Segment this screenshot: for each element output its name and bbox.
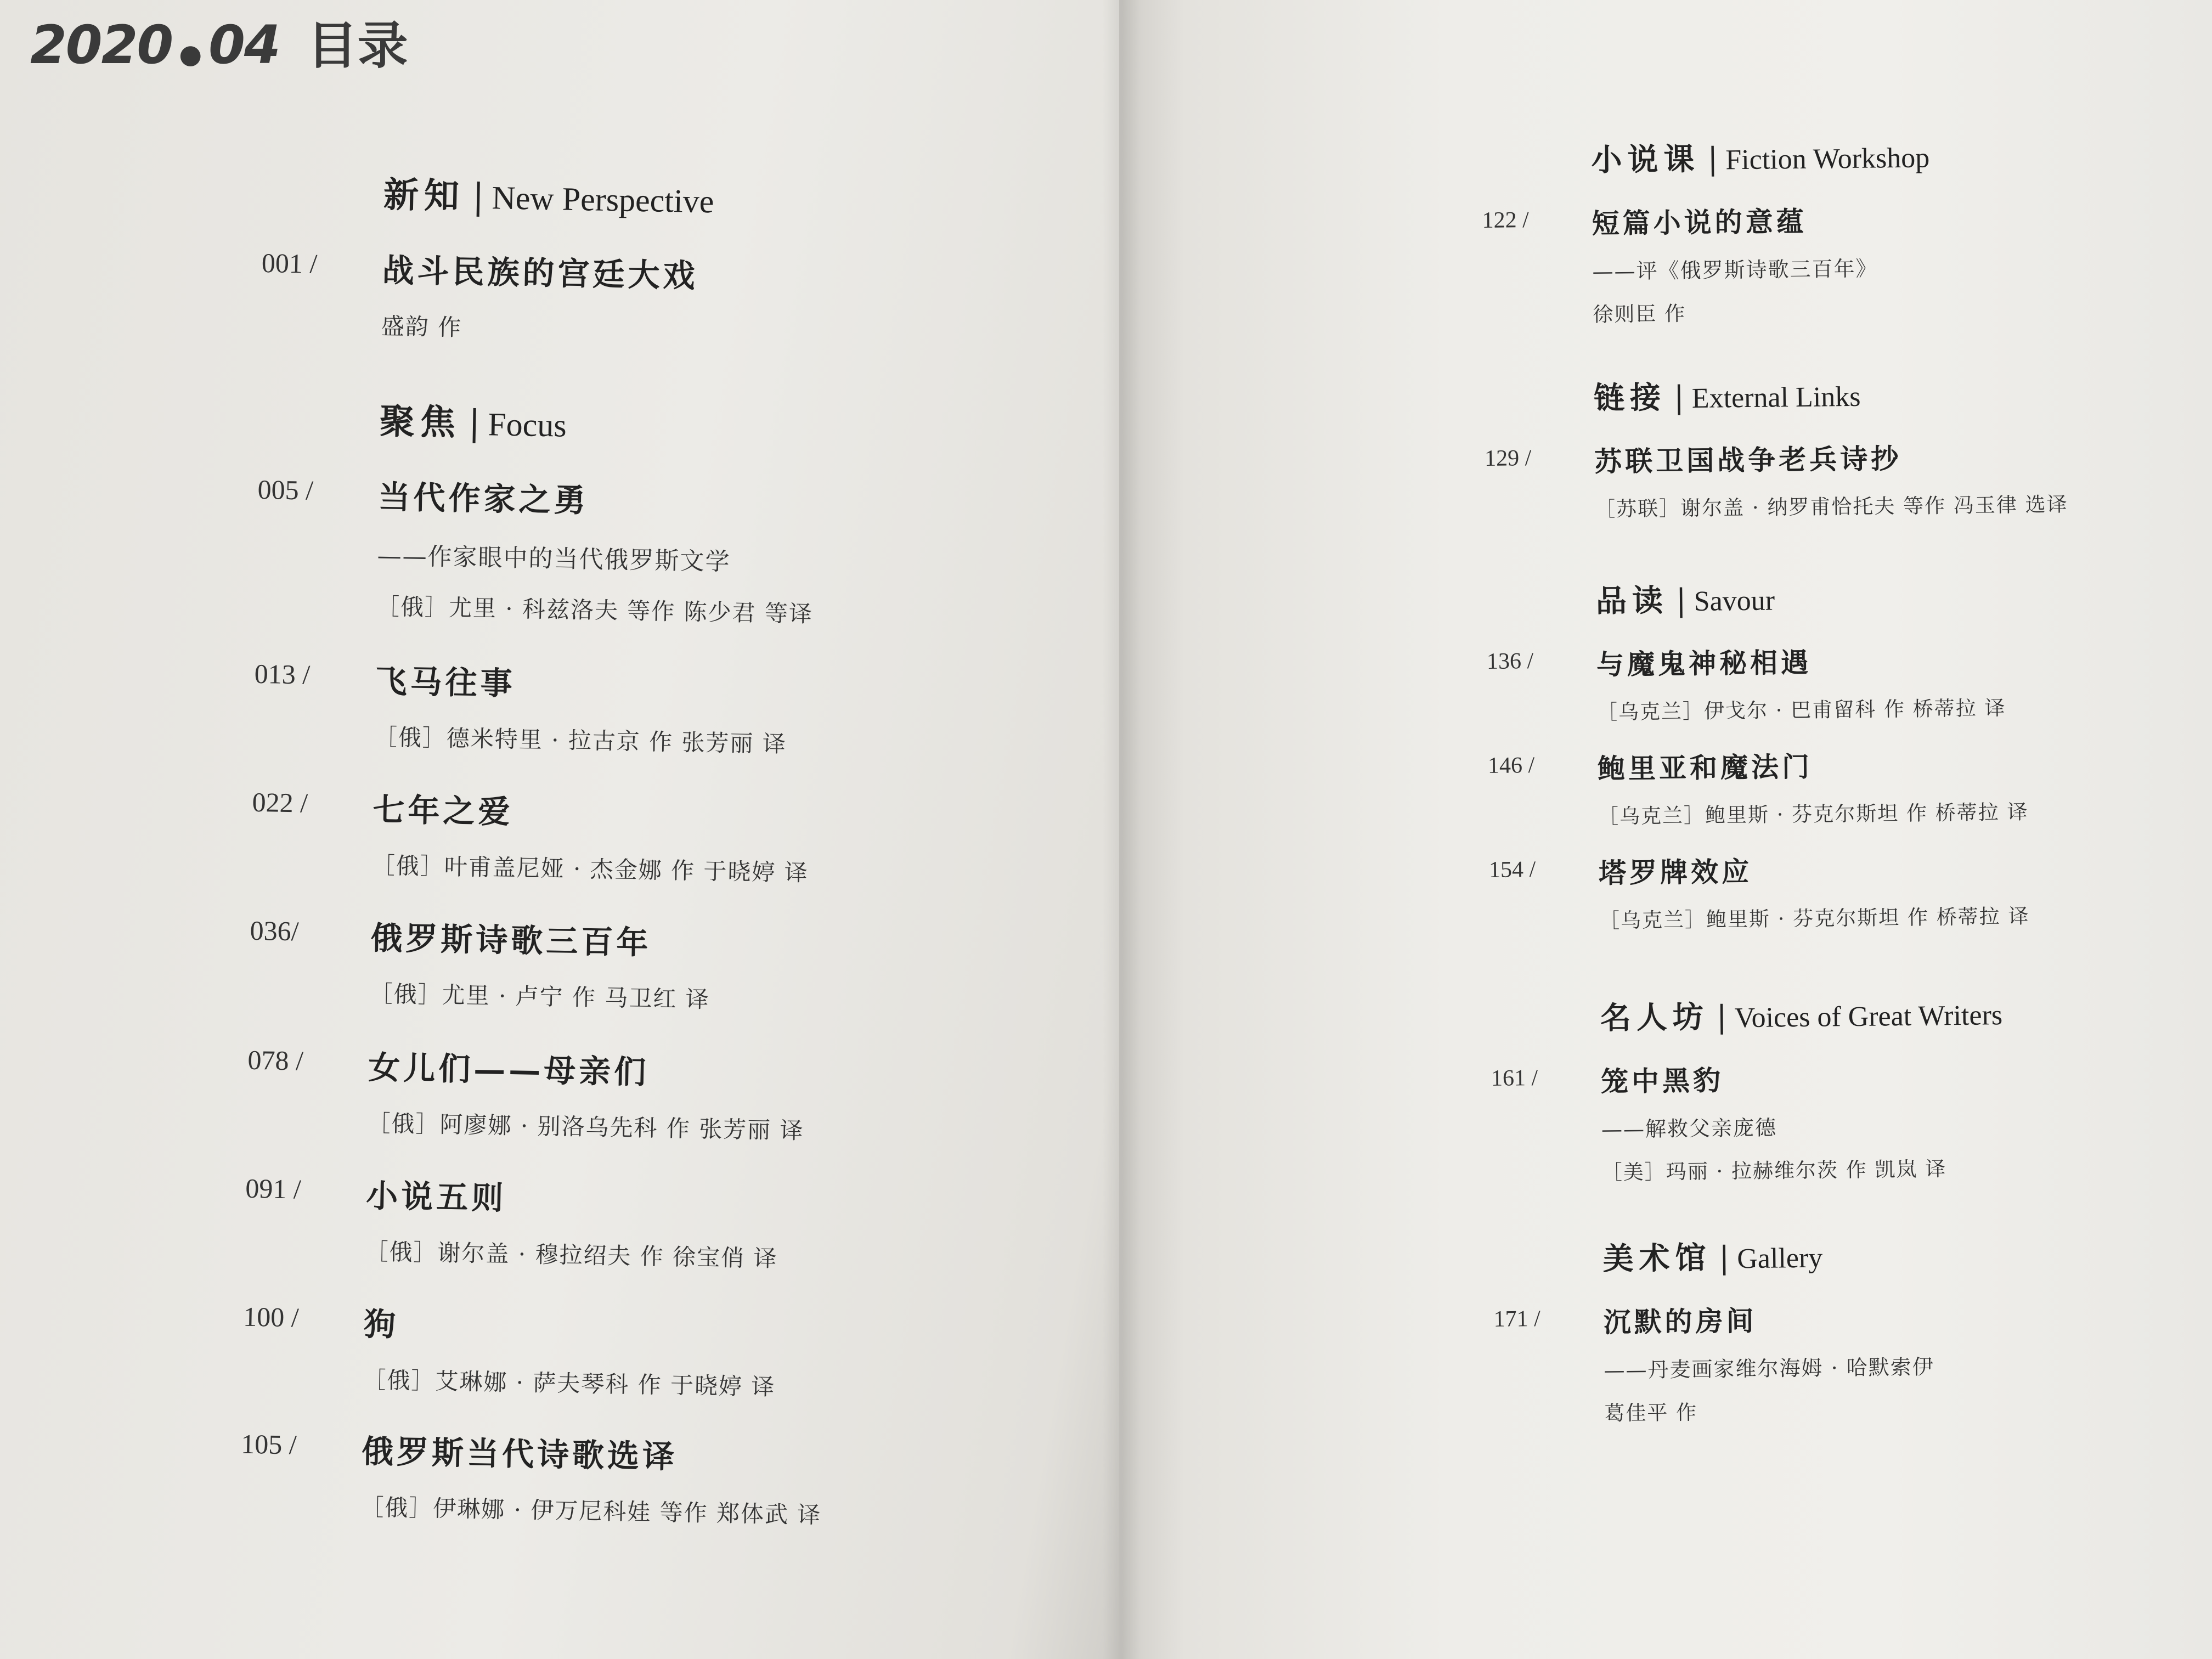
- issue-separator-icon: ●: [179, 39, 202, 70]
- entry-body: [1603, 1295, 2180, 1426]
- entry-body: [1594, 434, 2171, 522]
- page-number: 171 /: [1493, 1306, 1541, 1332]
- page-number: 005 /: [257, 473, 314, 506]
- entry-credit: ［俄］尤里 · 科兹洛夫 等作 陈少君 等译: [376, 592, 814, 628]
- page-number: 136 /: [1486, 648, 1534, 674]
- section-title-zh: 品读: [1595, 582, 1669, 619]
- entry-credit: ［俄］伊琳娜 · 伊万尼科娃 等作 郑体武 译: [360, 1493, 822, 1529]
- section-title-en: Savour: [1694, 585, 1775, 617]
- toc-entry[interactable]: [253, 653, 1050, 764]
- toc-entry[interactable]: [240, 1424, 1037, 1534]
- entry-subtitle: ——作家眼中的当代俄罗斯文学: [377, 541, 731, 576]
- section-divider: |: [468, 403, 481, 444]
- entry-title[interactable]: 与魔鬼神秘相遇: [1596, 646, 1812, 681]
- toc-entry[interactable]: [242, 1296, 1039, 1407]
- entry-credit: ［苏联］谢尔盖 · 纳罗甫恰托夫 等作 冯玉律 选译: [1594, 492, 2068, 521]
- entry-body: [365, 1170, 1041, 1278]
- page-number: 091 /: [245, 1172, 302, 1205]
- right-contents-column: [1481, 130, 2181, 1427]
- left-contents-column: [240, 165, 1059, 1534]
- section-0: [1481, 130, 2169, 329]
- toc-entry[interactable]: [1491, 1054, 2178, 1187]
- entry-subtitle: ——评《俄罗斯诗歌三百年》: [1592, 256, 1878, 284]
- toc-entry[interactable]: [246, 1040, 1043, 1150]
- entry-body: [374, 656, 1050, 764]
- section-heading: [379, 393, 1054, 455]
- section-title-zh: 聚焦: [379, 400, 461, 444]
- book-gutter: [1103, 0, 1141, 1659]
- entry-body: [1596, 637, 2174, 725]
- entry-title[interactable]: 当代作家之勇: [377, 478, 590, 520]
- section-title-en: Fiction Workshop: [1725, 142, 1930, 176]
- section-3: [1490, 988, 2178, 1187]
- section-title-zh: 链接: [1593, 379, 1667, 416]
- section-heading: [1602, 1229, 2179, 1279]
- entry-body: [367, 1042, 1043, 1150]
- entry-title[interactable]: 苏联卫国战争老兵诗抄: [1594, 442, 1902, 478]
- toc-entry[interactable]: [1488, 741, 2175, 831]
- entry-body: [369, 912, 1046, 1020]
- section-heading: [1594, 368, 2170, 418]
- entry-title[interactable]: 俄罗斯诗歌三百年: [370, 919, 652, 962]
- entry-title[interactable]: 俄罗斯当代诗歌选译: [361, 1432, 678, 1476]
- entry-credit: 葛佳平 作: [1604, 1401, 1698, 1425]
- entry-credit: ［俄］艾琳娜 · 萨夫琴科 作 于晓婷 译: [362, 1366, 776, 1401]
- section-divider: |: [1716, 999, 1728, 1035]
- entry-credit: ［俄］叶甫盖尼娅 · 杰金娜 作 于晓婷 译: [371, 851, 809, 887]
- section-title-zh: 小说课: [1591, 140, 1700, 178]
- entry-credit: ［俄］尤里 · 卢宁 作 马卫红 译: [369, 980, 710, 1013]
- entry-body: [376, 471, 1053, 633]
- toc-entry[interactable]: [251, 782, 1048, 892]
- section-0: [260, 165, 1058, 353]
- entry-body: [1599, 845, 2176, 934]
- entry-title[interactable]: 塔罗牌效应: [1598, 855, 1753, 889]
- entry-subtitle: ——丹麦画家维尔海姆 · 哈默索伊: [1604, 1355, 1934, 1383]
- page-number: 105 /: [240, 1428, 297, 1460]
- entry-title[interactable]: 狗: [363, 1305, 399, 1344]
- page-number: 146 /: [1487, 753, 1535, 778]
- section-title-zh: 美术馆: [1602, 1239, 1712, 1277]
- entry-credit: ［俄］德米特里 · 拉古京 作 张芳丽 译: [374, 723, 787, 758]
- entry-title[interactable]: 笼中黑豹: [1600, 1064, 1724, 1098]
- toc-entry[interactable]: [1482, 196, 2169, 329]
- toc-entry[interactable]: [244, 1168, 1041, 1278]
- entry-credit: ［乌克兰］鲍里斯 · 芬克尔斯坦 作 桥蒂拉 译: [1598, 800, 2029, 828]
- issue-year: 2020: [30, 14, 173, 76]
- issue-header: [30, 5, 408, 78]
- toc-entry[interactable]: [260, 242, 1057, 353]
- section-title-en: Voices of Great Writers: [1734, 1000, 2003, 1034]
- entry-subtitle: ——解救父亲庞德: [1601, 1115, 1778, 1142]
- entry-title[interactable]: 沉默的房间: [1603, 1304, 1757, 1339]
- section-divider: |: [1673, 380, 1685, 416]
- section-divider: |: [1675, 583, 1687, 619]
- section-title-zh: 新知: [383, 174, 465, 217]
- toc-entry[interactable]: [1489, 845, 2176, 935]
- section-divider: |: [1707, 141, 1718, 177]
- entry-body: [363, 1299, 1039, 1407]
- page-number: 161 /: [1491, 1065, 1538, 1091]
- page-number: 013 /: [254, 658, 311, 690]
- entry-title[interactable]: 鲍里亚和魔法门: [1597, 750, 1813, 785]
- entry-body: [381, 245, 1057, 353]
- page-number: 036/: [250, 915, 300, 947]
- entry-title[interactable]: 七年之爱: [372, 791, 514, 831]
- page-number: 078 /: [247, 1044, 304, 1076]
- section-title-zh: 名人坊: [1600, 998, 1709, 1036]
- page-number: 154 /: [1488, 857, 1536, 883]
- section-1: [1484, 368, 2171, 523]
- entry-credit: 徐则臣 作: [1593, 302, 1686, 326]
- entry-credit: ［乌克兰］鲍里斯 · 芬克尔斯坦 作 桥蒂拉 译: [1599, 904, 2030, 933]
- entry-body: [1592, 196, 2169, 328]
- contents-label: 目录: [307, 16, 408, 75]
- page-number: 100 /: [242, 1301, 300, 1333]
- section-title-en: Gallery: [1737, 1242, 1823, 1275]
- page-number: 129 /: [1484, 445, 1532, 471]
- section-2: [1486, 571, 2175, 935]
- entry-body: [1598, 741, 2175, 830]
- section-1: [240, 391, 1055, 1534]
- section-4: [1493, 1229, 2181, 1427]
- section-title-en: New Perspective: [491, 179, 714, 220]
- entry-credit: ［俄］谢尔盖 · 穆拉绍夫 作 徐宝俏 译: [365, 1238, 778, 1272]
- entry-title[interactable]: 飞马往事: [375, 662, 516, 703]
- section-title-en: External Links: [1691, 381, 1861, 415]
- entry-body: [1601, 1054, 2178, 1186]
- section-divider: |: [472, 176, 485, 218]
- page-number: 001 /: [261, 247, 318, 279]
- section-heading: [1591, 130, 2168, 180]
- toc-entry[interactable]: [1485, 434, 2171, 523]
- issue-month: 04: [208, 14, 280, 76]
- section-divider: |: [1719, 1240, 1730, 1276]
- toc-entry[interactable]: [1487, 637, 2174, 726]
- toc-entry[interactable]: [256, 469, 1054, 633]
- toc-entry[interactable]: [1493, 1295, 2180, 1427]
- toc-entry[interactable]: [249, 910, 1046, 1020]
- entry-title[interactable]: 战斗民族的宫廷大戏: [382, 251, 699, 295]
- entry-credit: 盛韵 作: [381, 312, 462, 341]
- section-heading: [1595, 571, 2172, 621]
- entry-credit: ［美］玛丽 · 拉赫维尔茨 作 凯岚 译: [1601, 1157, 1947, 1184]
- entry-title[interactable]: 短篇小说的意蕴: [1592, 205, 1807, 240]
- entry-title[interactable]: 女儿们——母亲们: [368, 1048, 650, 1091]
- entry-credit: ［乌克兰］伊戈尔 · 巴甫留科 作 桥蒂拉 译: [1596, 696, 2006, 724]
- page-number: 122 /: [1482, 207, 1529, 233]
- section-title-en: Focus: [487, 406, 567, 444]
- page-number: 022 /: [252, 786, 308, 819]
- entry-title[interactable]: 小说五则: [365, 1177, 507, 1217]
- entry-body: [371, 784, 1048, 892]
- entry-body: [360, 1425, 1037, 1533]
- section-heading: [1600, 988, 2176, 1038]
- entry-credit: ［俄］阿廖娜 · 别洛乌先科 作 张芳丽 译: [367, 1109, 804, 1144]
